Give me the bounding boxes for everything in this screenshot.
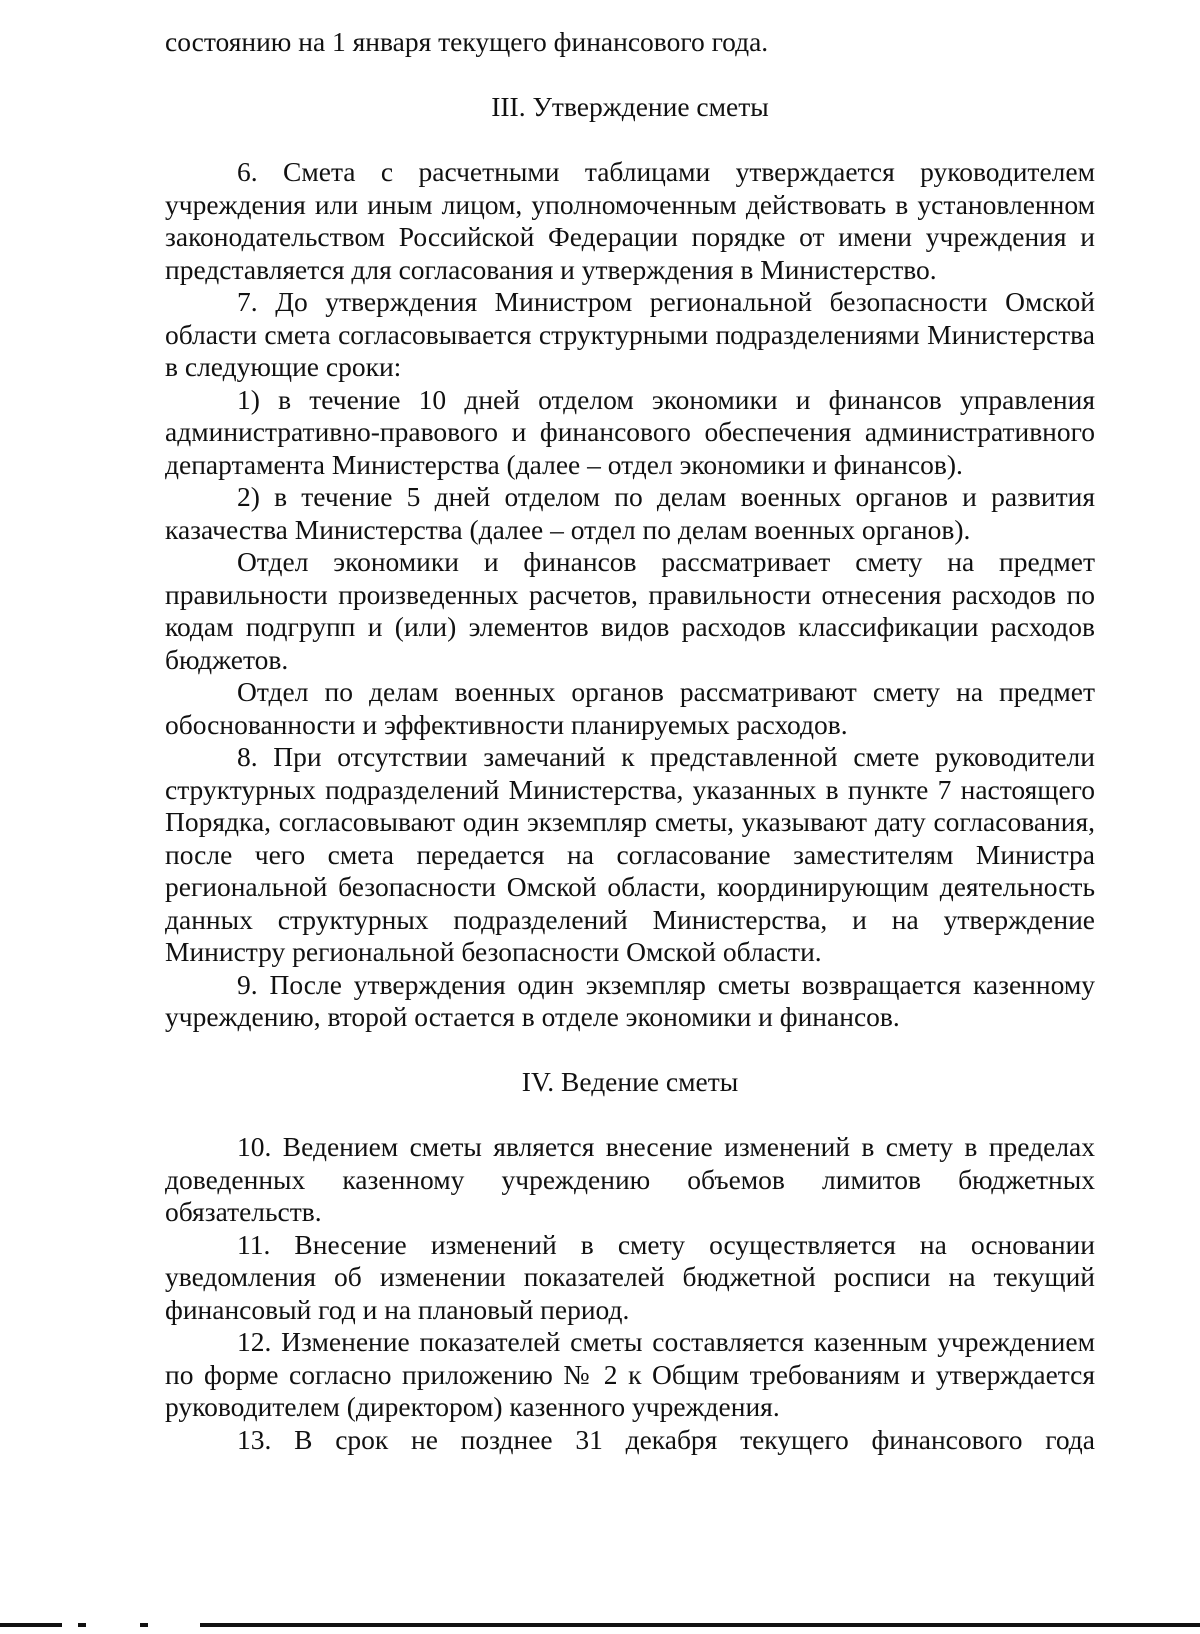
paragraph-13: 13. В срок не позднее 31 декабря текущего финансового года: [237, 1423, 1095, 1455]
paragraph-economics-dept: Отдел экономики и финансов рассматривает смету на предмет правильности произведенных расчетов, правильности отнесения расходов по кодам подгрупп и (или) элементов видов расходов классификации расходов бюджетов.: [165, 546, 1095, 675]
paragraph-10: 10. Ведением сметы является внесение изменений в смету в пределах доведенных казенному учреждению объемов лимитов бюджетных обязательств.: [165, 1131, 1095, 1227]
scan-edge-mark: [140, 1623, 148, 1627]
paragraph-6: 6. Смета с расчетными таблицами утверждается руководителем учреждения или иным лицом, уполномоченным действовать в установленном законодательством Российской Федерации порядке от имени учреждения и представляется для согласования и утверждения в Министерство.: [165, 156, 1095, 285]
paragraph-8: 8. При отсутствии замечаний к представленной смете руководители структурных подразделений Министерства, указанных в пункте 7 настоящего Порядка, согласовывают один экземпляр сметы, указывают дату согласования, после чего смета передается на согласование заместителям Министра региональной безопасности Омской области, координирующим деятельность данных структурных подразделений Министерства, и на утверждение Министру региональной безопасности Омской области.: [165, 741, 1095, 967]
section-4-heading: IV. Ведение сметы: [521, 1066, 739, 1097]
spacer: [165, 1034, 1095, 1067]
paragraph-11: 11. Внесение изменений в смету осуществляется на основании уведомления об изменении показателей бюджетной росписи на текущий финансовый год и на плановый период.: [165, 1228, 1095, 1325]
scan-edge-mark: [78, 1623, 86, 1627]
paragraph-7-item-1: 1) в течение 10 дней отделом экономики и финансов управления административно-правового и финансового обеспечения административного департамента Министерства (далее – отдел экономики и финансов).: [165, 383, 1095, 480]
document-body: [165, 26, 1095, 1456]
paragraph-military-dept: Отдел по делам военных органов рассматривают смету на предмет обоснованности и эффективности планируемых расходов.: [165, 676, 1095, 740]
section-3-heading: III. Утверждение сметы: [491, 91, 769, 122]
paragraph-12: 12. Изменение показателей сметы составляется казенным учреждением по форме согласно приложению № 2 к Общим требованиям и утверждается руководителем (директором) казенного учреждения.: [165, 1326, 1095, 1422]
opening-line: состоянию на 1 января текущего финансового года.: [165, 26, 769, 57]
spacer: [165, 1099, 1095, 1132]
paragraph-9: 9. После утверждения один экземпляр сметы возвращается казенному учреждению, второй остается в отделе экономики и финансов.: [165, 968, 1095, 1032]
paragraph-7-item-2: 2) в течение 5 дней отделом по делам военных органов и развития казачества Министерства (далее – отдел по делам военных органов).: [165, 481, 1095, 545]
paragraph-7: 7. До утверждения Министром региональной безопасности Омской области смета согласовывается структурными подразделениями Министерства в следующие сроки:: [165, 286, 1095, 382]
spacer: [165, 59, 1095, 92]
scan-edge-line: [200, 1623, 1200, 1627]
spacer: [165, 124, 1095, 157]
scan-edge-mark: [0, 1623, 62, 1627]
